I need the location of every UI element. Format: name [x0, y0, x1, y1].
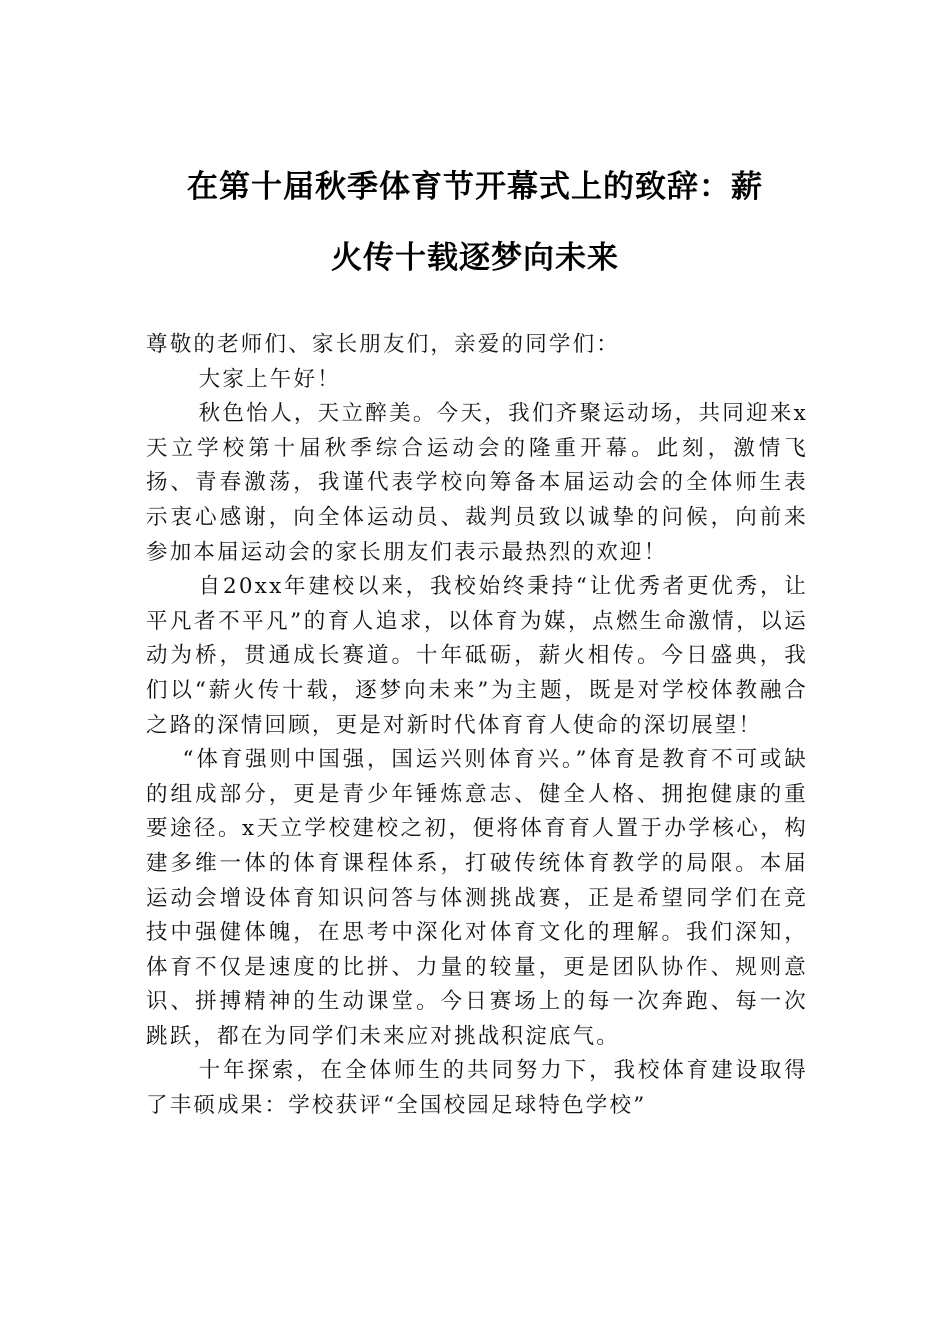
- body-paragraph: “体育强则中国强，国运兴则体育兴。”体育是教育不可或缺的组成部分，更是青少年锤炼意志、健全人格、拥抱健康的重要途径。x天立学校建校之初，便将体育育人置于办学核心，构建多维一体的体育课程体系，打破传统体育教学的局限。本届运动会增设体育知识问答与体测挑战赛，正是希望同学们在竞技中强健体魄，在思考中深化对体育文化的理解。我们深知，体育不仅是速度的比拼、力量的较量，更是团队协作、规则意识、拼搏精神的生动课堂。今日赛场上的每一次奔跑、每一次跳跃，都在为同学们未来应对挑战积淀底气。: [146, 747, 808, 1049]
- greeting-paragraph: 大家上午好！: [198, 366, 341, 392]
- document-body: [146, 328, 808, 1124]
- body-paragraph: 秋色怡人，天立醉美。今天，我们齐聚运动场，共同迎来x天立学校第十届秋季综合运动会的隆重开幕。此刻，激情飞扬、青春激荡，我谨代表学校向筹备本届运动会的全体师生表示衷心感谢，向全体运动员、裁判员致以诚挚的问候，向前来参加本届运动会的家长朋友们表示最热烈的欢迎！: [146, 401, 808, 565]
- title-line-2: 火传十载逐梦向未来: [331, 240, 619, 276]
- body-paragraph: 十年探索，在全体师生的共同努力下，我校体育建设取得了丰硕成果：学校获评“全国校园足球特色学校”: [146, 1058, 808, 1119]
- document-title: [145, 152, 805, 294]
- body-paragraph: 自20xx年建校以来，我校始终秉持“让优秀者更优秀，让平凡者不平凡”的育人追求，以体育为媒，点燃生命激情，以运动为桥，贯通成长赛道。十年砥砺，薪火相传。今日盛典，我们以“薪火传十载，逐梦向未来”为主题，既是对学校体教融合之路的深情回顾，更是对新时代体育育人使命的深切展望！: [146, 574, 808, 738]
- title-line-1: 在第十届秋季体育节开幕式上的致辞：薪: [187, 169, 763, 205]
- salutation-paragraph: 尊敬的老师们、家长朋友们，亲爱的同学们：: [146, 332, 621, 357]
